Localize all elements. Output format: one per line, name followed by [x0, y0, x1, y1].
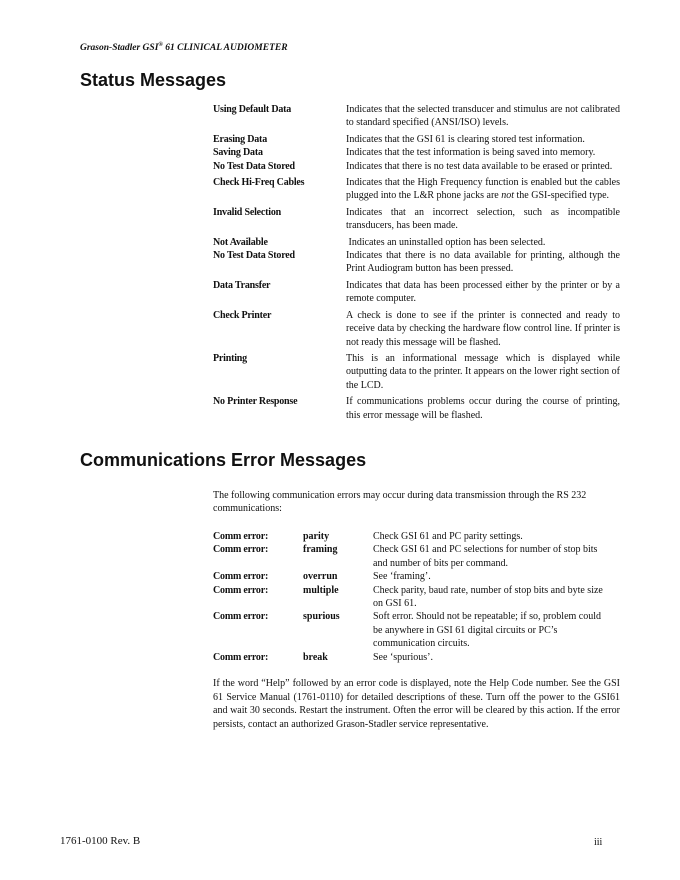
status-desc: Indicates that the selected transducer and stimulus are not calibrated to standard specified (ANSI/ISO) levels.	[346, 104, 620, 129]
status-term: Data Transfer	[213, 279, 271, 291]
status-term: Check Hi-Freq Cables	[213, 177, 305, 189]
status-desc-part: the GSI-specified type.	[514, 190, 610, 202]
comm-error-label: Comm error:	[213, 584, 269, 596]
comm-error-row	[213, 543, 620, 570]
comm-error-type: spurious	[303, 611, 340, 623]
comm-error-action: Check parity, baud rate, number of stop bits and byte size on GSI 61.	[373, 584, 603, 610]
status-term: Printing	[213, 352, 247, 364]
comm-error-row	[213, 570, 620, 583]
status-term: No Printer Response	[213, 396, 298, 408]
comm-error-type: parity	[303, 531, 330, 542]
status-desc: Indicates that there is no test data available to be erased or printed.	[346, 160, 613, 172]
comm-error-label: Comm error:	[213, 571, 269, 583]
comm-error-row	[213, 530, 620, 543]
running-header	[80, 42, 288, 53]
comm-error-row	[213, 651, 620, 664]
status-desc: Indicates that the GSI 61 is clearing stored test information.	[346, 133, 585, 145]
comm-error-action: See ‘spurious’.	[373, 651, 433, 663]
comm-error-label: Comm error:	[213, 651, 269, 663]
status-row	[213, 160, 620, 173]
comm-error-label: Comm error:	[213, 544, 269, 556]
status-desc: Indicates that there is no data available for printing, although the Print Audiogram button has been pressed.	[346, 250, 620, 275]
registered-mark: ®	[158, 42, 163, 48]
comm-error-row	[213, 584, 620, 611]
status-term: Check Printer	[213, 309, 272, 321]
comm-error-type: break	[303, 651, 328, 663]
help-code-paragraph: If the word “Help” followed by an error code is displayed, note the Help Code number. See the GSI 61 Service Manual (1761-0110) for detailed descriptions of these. Turn off the power to the GSI61 and wait 30 seconds. Restart the instrument. Often the error will be cleared by this action. If the error persists, contact an authorized Grason-Stadler service representative.	[213, 678, 620, 730]
page-number: iii	[594, 837, 603, 848]
status-row	[213, 176, 620, 203]
status-row	[213, 279, 620, 306]
comm-error-type: framing	[303, 544, 338, 556]
comm-error-action: Check GSI 61 and PC selections for number of stop bits and number of bits per command.	[373, 544, 598, 569]
status-term: No Test Data Stored	[213, 160, 295, 172]
status-desc-emphasis: not	[501, 190, 515, 202]
comm-error-label: Comm error:	[213, 531, 269, 542]
status-desc: If communications problems occur during the course of printing, this error message will be flashed.	[346, 396, 620, 421]
comm-error-action: See ‘framing’.	[373, 571, 431, 583]
document-number: 1761-0100 Rev. B	[60, 835, 141, 847]
status-row	[213, 146, 620, 159]
comm-errors-heading: Communications Error Messages	[80, 450, 367, 470]
status-row	[213, 103, 620, 130]
status-row	[213, 133, 620, 146]
status-desc	[346, 176, 620, 203]
status-row	[213, 352, 620, 392]
status-row	[213, 236, 620, 249]
status-message-list	[213, 103, 620, 422]
comm-error-type: overrun	[303, 571, 338, 583]
status-term: No Test Data Stored	[213, 250, 295, 262]
comm-error-list	[213, 530, 620, 664]
status-term: Saving Data	[213, 147, 263, 159]
status-term: Erasing Data	[213, 133, 267, 145]
comm-error-action: Check GSI 61 and PC parity settings.	[373, 531, 523, 542]
comm-error-row	[213, 610, 620, 650]
comm-error-label: Comm error:	[213, 611, 269, 623]
header-title-suffix: 61 CLINICAL AUDIOMETER	[162, 43, 288, 54]
comm-error-type: multiple	[303, 584, 339, 596]
status-row	[213, 206, 620, 233]
header-title-prefix: Grason-Stadler GSI	[80, 43, 159, 54]
status-messages-heading: Status Messages	[80, 70, 227, 90]
status-term: Invalid Selection	[213, 206, 281, 218]
status-row	[213, 249, 620, 276]
status-desc: A check is done to see if the printer is connected and ready to receive data by checking the hardware flow control line. If printer is not ready this message will be flashed.	[346, 309, 620, 348]
status-row	[213, 395, 620, 422]
status-row	[213, 309, 620, 349]
status-desc: Indicates that the test information is being saved into memory.	[346, 147, 596, 159]
comm-error-action: Soft error. Should not be repeatable; if so, problem could be anywhere in GSI 61 digital circuits or PC’s communication circuits.	[373, 611, 602, 650]
status-desc: Indicates that an incorrect selection, such as incompatible transducers, has been made.	[346, 206, 620, 232]
status-term: Using Default Data	[213, 104, 292, 115]
status-desc: This is an informational message which is displayed while outputting data to the printer. It appears on the lower right section of the LCD.	[346, 352, 620, 391]
status-desc: Indicates an uninstalled option has been selected.	[346, 236, 546, 248]
comm-intro: The following communication errors may occur during data transmission through the RS 232 communications:	[213, 490, 587, 515]
status-desc-part: Indicates that the High Frequency function is enabled but the cables plugged into the L&R phone jacks are	[346, 177, 620, 202]
status-desc: Indicates that data has been processed either by the printer or by a remote computer.	[346, 279, 620, 305]
status-term: Not Available	[213, 236, 268, 248]
